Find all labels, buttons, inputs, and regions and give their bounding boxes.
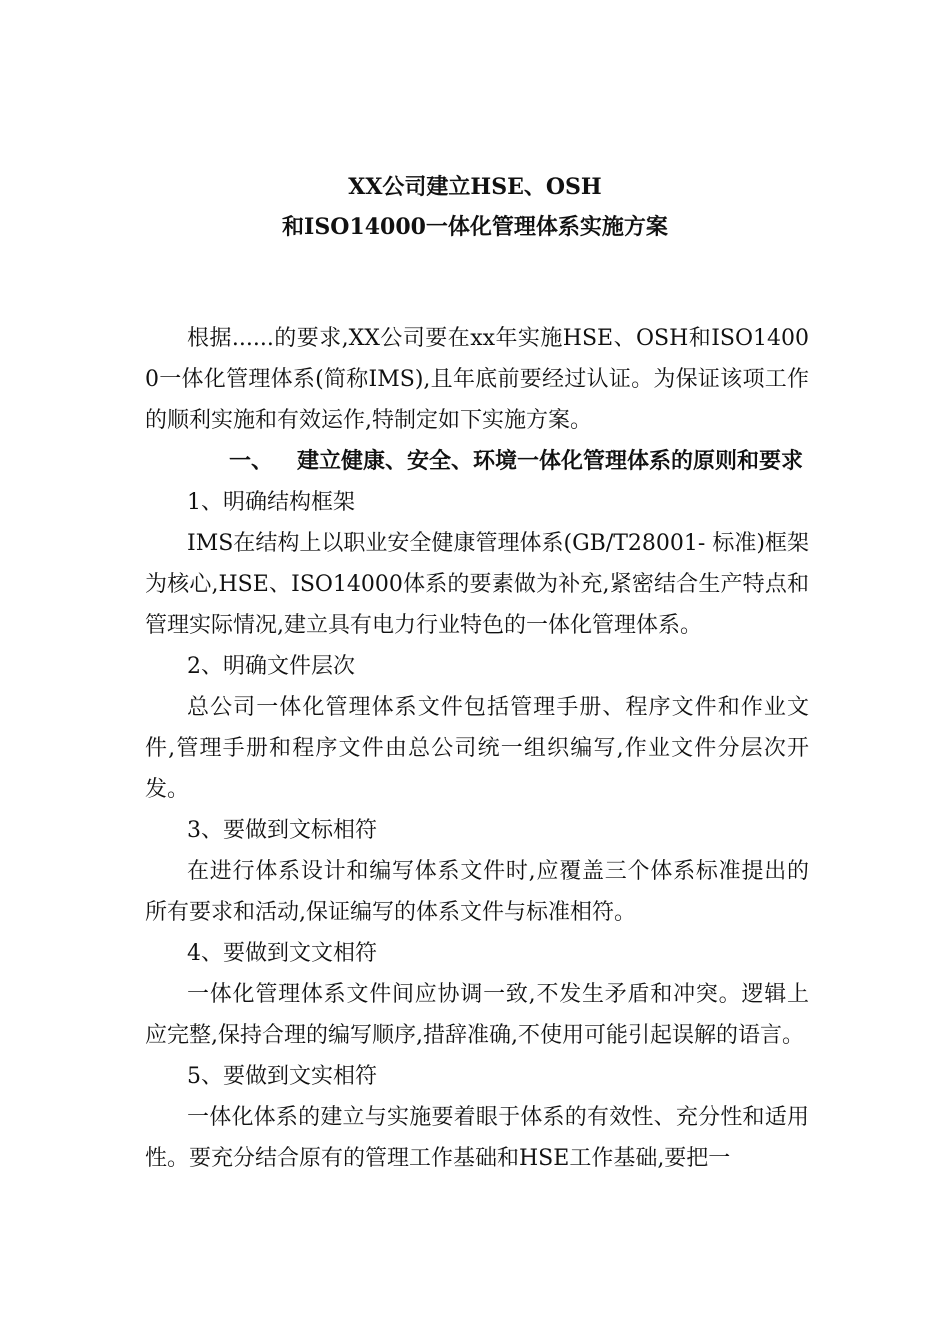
item-paragraph-5: 一体化体系的建立与实施要着眼于体系的有效性、充分性和适用性。要充分结合原有的管理工作基础和HSE工作基础,要把一 bbox=[145, 1105, 809, 1171]
item-paragraph-1: IMS在结构上以职业安全健康管理体系(GB/T28001- 标准)框架为核心,HSE、ISO14000体系的要素做为补充,紧密结合生产特点和管理实际情况,建立具有电力行业特色的一体化管理体系。 bbox=[145, 531, 809, 638]
section-number: 一、 bbox=[229, 448, 274, 474]
document-title-line2: 和ISO14000一体化管理体系实施方案 bbox=[282, 214, 668, 240]
item-heading-5: 5、要做到文实相符 bbox=[187, 1064, 377, 1089]
item-heading-2: 2、明确文件层次 bbox=[187, 654, 355, 679]
document-title-line1: XX公司建立HSE、OSH bbox=[348, 174, 602, 200]
section-heading-1 bbox=[145, 441, 809, 482]
item-paragraph-3: 在进行体系设计和编写体系文件时,应覆盖三个体系标准提出的所有要求和活动,保证编写的体系文件与标准相符。 bbox=[145, 859, 809, 925]
intro-paragraph: 根据......的要求,XX公司要在xx年实施HSE、OSH和ISO14000一体化管理体系(简称IMS),且年底前要经过认证。为保证该项工作的顺利实施和有效运作,特制定如下实施方案。 bbox=[145, 326, 809, 433]
item-heading-4: 4、要做到文文相符 bbox=[187, 941, 377, 966]
item-heading-3: 3、要做到文标相符 bbox=[187, 818, 377, 843]
item-paragraph-2: 总公司一体化管理体系文件包括管理手册、程序文件和作业文件,管理手册和程序文件由总公司统一组织编写,作业文件分层次开发。 bbox=[145, 695, 809, 802]
document-body bbox=[145, 318, 809, 1179]
item-paragraph-4: 一体化管理体系文件间应协调一致,不发生矛盾和冲突。逻辑上应完整,保持合理的编写顺序,措辞准确,不使用可能引起误解的语言。 bbox=[145, 982, 809, 1048]
section-title: 建立健康、安全、环境一体化管理体系的原则和要求 bbox=[297, 448, 804, 474]
item-heading-1: 1、明确结构框架 bbox=[187, 490, 355, 515]
